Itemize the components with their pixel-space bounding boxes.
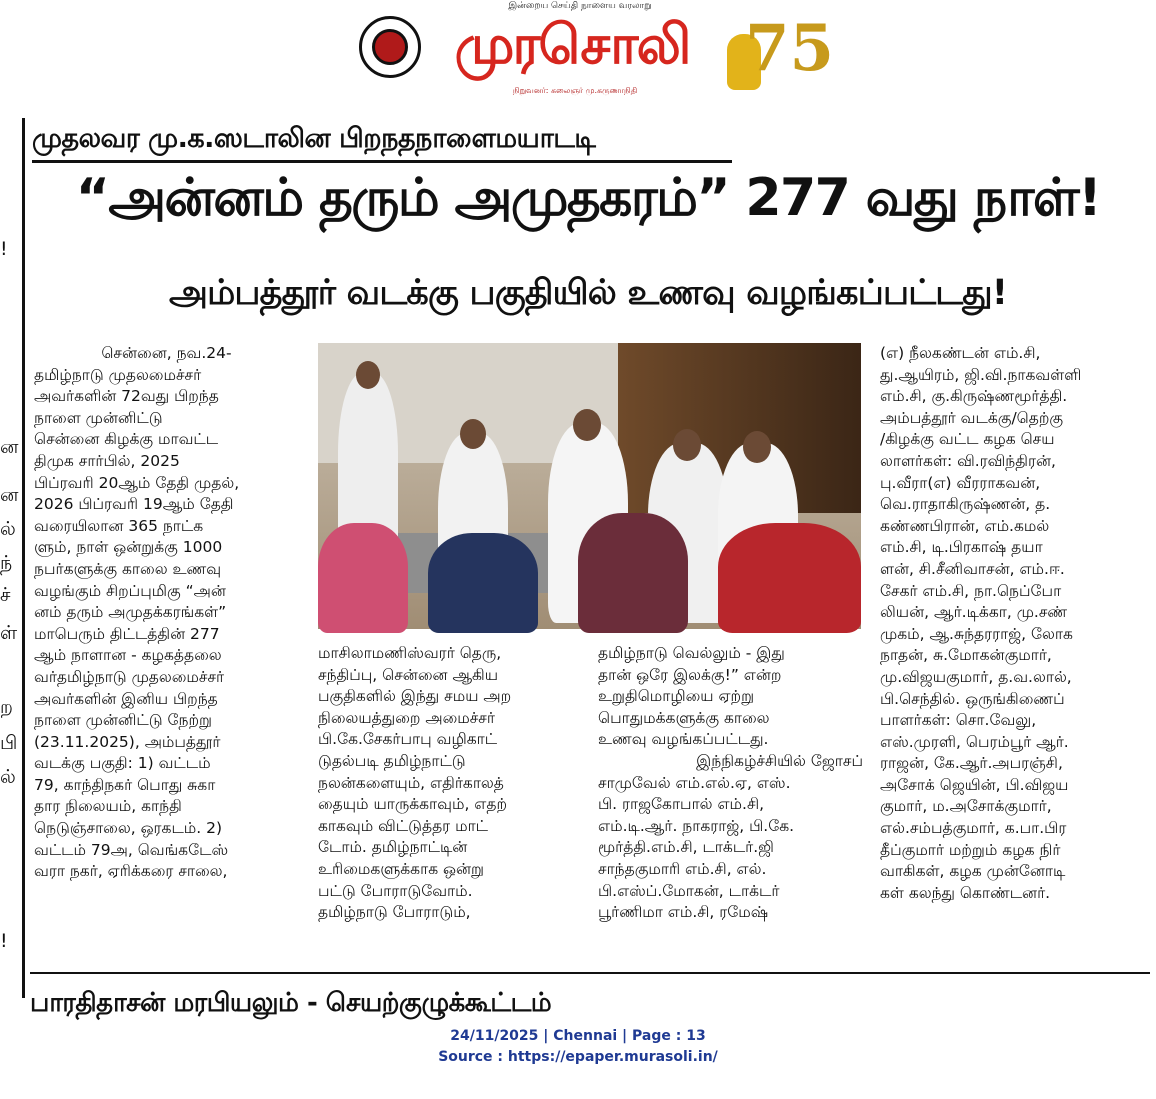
article-line: குமார், ம.அசோக்குமார், — [880, 797, 1052, 816]
anniversary-number: 75 — [745, 11, 835, 86]
article-line: சென்னை கிழக்கு மாவட்ட — [34, 430, 219, 449]
article-line: சாமுவேல் எம்.எல்.ஏ, எஸ். — [598, 773, 791, 792]
article-line: வரையிலான 365 நாட்க — [34, 516, 204, 535]
article-line: பொதுமக்களுக்கு காலை — [598, 708, 770, 727]
article-line: முகம், ஆ.சுந்தரராஜ், லோக — [880, 624, 1073, 643]
article-line: டுதல்படி தமிழ்நாட்டு — [318, 751, 466, 770]
article-line: எல்.சம்பத்குமார், க.பா.பிர — [880, 819, 1067, 838]
party-emblem-icon — [359, 16, 421, 78]
article-line: தமிழ்நாடு வெல்லும் - இது — [598, 644, 785, 662]
article-line: ஆம் நாளான - கழகத்தலை — [34, 646, 222, 665]
article-line: பகுதிகளில் இந்து சமய அற — [318, 687, 512, 706]
masthead-subline: நிறுவனர்: கலைஞர் மு.கருணாநிதி — [512, 86, 638, 95]
anniversary-badge — [727, 4, 835, 94]
article-line: (23.11.2025), அம்பத்தூர் — [34, 732, 221, 751]
article-line: எம்.டி.ஆர். நாகராஜ், பி.கே. — [598, 816, 795, 835]
article-line: உணவு வழங்கப்பட்டது. — [598, 730, 769, 749]
article-line: பி.எஸ்ப்.மோகன், டாக்டர் — [598, 881, 780, 900]
article-line: நாளை முன்னிட்டு நேற்று — [34, 711, 212, 730]
source-url[interactable]: Source : https://epaper.murasoli.in/ — [438, 1049, 718, 1065]
article-line: பி.செந்தில். ஒருங்கிணைப் — [880, 689, 1065, 708]
article-line: 2026 பிப்ரவரி 19ஆம் தேதி — [34, 495, 234, 514]
article-column-1 — [34, 343, 299, 883]
margin-glyph: ! — [0, 930, 8, 952]
article-column-3 — [598, 643, 863, 924]
article-line: ராஜன், கே.ஆர்.அபரஞ்சி, — [880, 754, 1063, 773]
article-line: து.ஆயிரம், ஜி.வி.நாகவள்ளி — [880, 365, 1082, 384]
article-line: மு.விஜயகுமார், த.வ.லால், — [880, 667, 1072, 686]
article-line: எஸ்.முரளி, பெரம்பூர் ஆர். — [880, 732, 1069, 751]
article-line: எம்.சி, டி.பிரகாஷ் தயா — [880, 538, 1043, 557]
article-line: அசோக் ஜெயின், பி.விஜய — [880, 775, 1069, 794]
article-line: பாளர்கள்: சொ.வேலு, — [880, 711, 1037, 730]
margin-glyph: ல் — [0, 518, 16, 540]
article-line: (எ) நீலகண்டன் எம்.சி, — [880, 344, 1041, 362]
article-line: மாசிலாமணிஸ்வரர் தெரு, — [318, 644, 502, 662]
margin-glyph: ச் — [0, 584, 11, 606]
article-line: கண்ணபிரான், எம்.கமல் — [880, 516, 1050, 535]
article-line: உறுதிமொழியை ஏற்று — [598, 687, 755, 706]
event-photo — [318, 343, 861, 629]
article-line: வர்தமிழ்நாடு முதலமைச்சர் — [34, 667, 225, 686]
article-line: வழங்கும் சிறப்புமிகு “அன் — [34, 581, 226, 600]
newspaper-logo: முரசொலி — [454, 13, 690, 76]
article-line: திமுக சார்பில், 2025 — [34, 451, 180, 470]
article-line: லாளர்கள்: வி.ரவிந்திரன், — [880, 451, 1056, 470]
article-line: நாளை முன்னிட்டு — [34, 408, 163, 427]
article-line: மாபெரும் திட்டத்தின் 277 — [34, 624, 220, 643]
article-line: சேகர் எம்.சி, நா.நெப்போ — [880, 581, 1062, 600]
article-line: பிப்ரவரி 20ஆம் தேதி முதல், — [34, 473, 240, 492]
column-rule — [22, 118, 25, 998]
article-column-2 — [318, 643, 583, 924]
article-line: வரா நகர், ஏரிக்கரை சாலை, — [34, 862, 228, 881]
margin-glyph: ன — [0, 484, 19, 506]
article-line: தீப்குமார் மற்றும் கழக நிர் — [880, 840, 1061, 859]
margin-glyph: ற — [0, 696, 13, 718]
masthead — [355, 0, 835, 100]
article-line: பட்டு போராடுவோம். — [318, 881, 473, 900]
article-line: பூர்ணிமா எம்.சி, ரமேஷ் — [598, 903, 769, 922]
article-line: சாந்தகுமாரி எம்.சி, எல். — [598, 859, 767, 878]
masthead-tagline: இன்றைய செய்தி நாளைய வரலாறு — [508, 1, 652, 11]
article-line: னம் தரும் அமுதக்கரங்கள்” — [34, 603, 227, 622]
article-line: வெ.ராதாகிருஷ்ணன், த. — [880, 495, 1051, 514]
article-line: டோம். தமிழ்நாட்டின் — [318, 838, 468, 857]
article-line: எம்.சி, கு.கிருஷ்ணமூர்த்தி. — [880, 387, 1068, 406]
article-line: நலன்களையும், எதிர்காலத் — [318, 773, 504, 792]
margin-glyph: பி — [0, 732, 18, 754]
article-line: நெடுஞ்சாலை, ஒரகடம். 2) — [34, 819, 223, 838]
margin-glyph: ! — [0, 238, 8, 260]
article-line: நாதன், சு.மோகன்குமார், — [880, 646, 1052, 665]
article-kicker: முதலவர மு.க.ஸடாலின பிறநதநாளைமயாடடி — [32, 120, 732, 163]
article-line: உரிமைகளுக்காக ஒன்று — [318, 859, 485, 878]
section-divider — [30, 972, 1150, 974]
margin-glyph: ல் — [0, 766, 16, 788]
margin-glyph: ந் — [0, 552, 13, 574]
article-line: பி. ராஜகோபால் எம்.சி, — [598, 795, 765, 814]
article-line: நபர்களுக்கு காலை உணவு — [34, 559, 222, 578]
article-line: தமிழ்நாடு முதலமைச்சர் — [34, 365, 202, 384]
article-line: தார நிலையம், காந்தி — [34, 797, 182, 816]
article-headline: “அன்னம் தரும் அமுதகரம்” 277 வது நாள்! — [75, 168, 1101, 228]
article-line: நிலையத்துறை அமைச்சர் — [318, 708, 495, 727]
article-line: அம்பத்தூர் வடக்கு/தெற்கு — [880, 408, 1064, 427]
article-line: சந்திப்பு, சென்னை ஆகிய — [318, 665, 499, 684]
article-line: அவர்களின் 72வது பிறந்த — [34, 387, 219, 406]
article-column-4 — [880, 343, 1145, 904]
article-line: வடக்கு பகுதி: 1) வட்டம் — [34, 754, 211, 773]
next-article-headline-cutoff: பாரதிதாசன் மரபியலும் - செயற்குழுக்கூட்டம் — [30, 988, 552, 1018]
article-line: 79, காந்திநகர் பொது சுகா — [34, 775, 216, 794]
article-line: /கிழக்கு வட்ட கழக செய — [880, 430, 1055, 449]
article-line: தான் ஒரே இலக்கு!” என்ற — [598, 665, 782, 684]
article-line: ளன், சி.சீனிவாசன், எம்.ஈ. — [880, 559, 1065, 578]
article-line: பி.கே.சேகர்பாபு வழிகாட் — [318, 730, 498, 749]
article-line: ளும், நாள் ஒன்றுக்கு 1000 — [34, 538, 223, 557]
article-line: சென்னை, நவ.24- — [101, 344, 232, 362]
article-line: கள் கலந்து கொண்டனர். — [880, 883, 1051, 902]
article-line: வட்டம் 79அ, வெங்கடேஸ் — [34, 840, 229, 859]
article-line: வாகிகள், கழக முன்னோடி — [880, 862, 1066, 881]
article-line: இந்நிகழ்ச்சியில் ஜோசப் — [696, 751, 863, 770]
article-line: காகவும் விட்டுத்தர மாட் — [318, 816, 489, 835]
edition-date-line: 24/11/2025 | Chennai | Page : 13 — [450, 1028, 706, 1044]
article-line: தையும் யாருக்காவும், எதற் — [318, 795, 508, 814]
adjacent-article-strip — [0, 118, 26, 998]
article-subhead: அம்பத்தூர் வடக்கு பகுதியில் உணவு வழங்கப்பட்டது! — [168, 273, 1008, 313]
article-line: அவர்களின் இனிய பிறந்த — [34, 689, 218, 708]
article-line: லியன், ஆர்.டிக்கா, மு.சண் — [880, 603, 1068, 622]
article-line: மூர்த்தி.எம்.சி, டாக்டர்.ஜி — [598, 838, 774, 857]
margin-glyph: ன — [0, 436, 19, 458]
margin-glyph: ள் — [0, 622, 18, 644]
article-line: தமிழ்நாடு போராடும், — [318, 903, 471, 922]
page-footer — [0, 1026, 1156, 1068]
article-line: பு.வீரா(எ) வீரராகவன், — [880, 473, 1041, 492]
